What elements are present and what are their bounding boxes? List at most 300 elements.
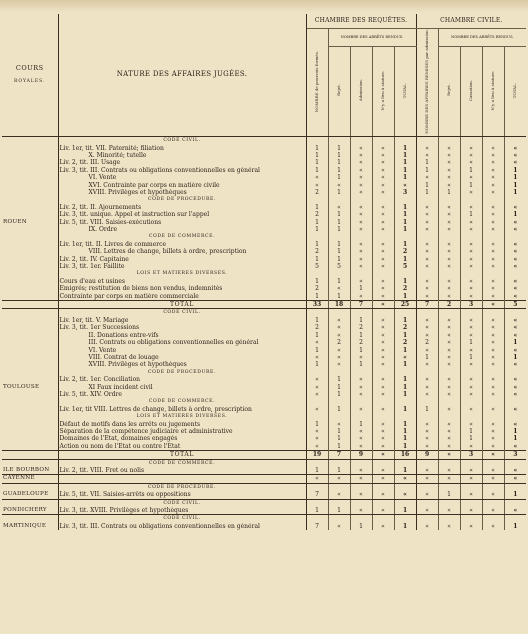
- value-cell: 1: [504, 354, 526, 361]
- value-cell: [394, 515, 416, 523]
- value-cell: «: [460, 174, 482, 181]
- court-name: [2, 248, 58, 255]
- table-row: [2, 475, 526, 483]
- value-cell: 1: [394, 391, 416, 398]
- court-cell: [2, 398, 58, 405]
- value-cell: [460, 499, 482, 507]
- value-cell: [482, 196, 504, 203]
- value-cell: 1: [460, 339, 482, 346]
- value-cell: «: [482, 354, 504, 361]
- value-cell: «: [504, 263, 526, 270]
- value-cell: [416, 137, 438, 145]
- table-row: [2, 241, 526, 248]
- value-cell: «: [438, 467, 460, 475]
- table-row: [2, 189, 526, 196]
- value-cell: [350, 196, 372, 203]
- value-cell: «: [416, 152, 438, 159]
- value-cell: «: [350, 384, 372, 391]
- value-cell: «: [482, 278, 504, 285]
- value-cell: 25: [394, 301, 416, 309]
- value-cell: [350, 515, 372, 523]
- value-cell: «: [372, 226, 394, 233]
- header-col-rejet-civ: Rejet.: [438, 47, 460, 137]
- value-cell: «: [350, 406, 372, 413]
- affaire-label: Liv. 3, tit. 1er Successions: [58, 324, 306, 331]
- value-cell: «: [460, 491, 482, 499]
- value-cell: «: [350, 226, 372, 233]
- value-cell: 2: [306, 324, 328, 331]
- value-cell: «: [504, 152, 526, 159]
- section-heading: CODE DE PROCÉDURE.: [58, 369, 306, 376]
- value-cell: 1: [504, 428, 526, 435]
- value-cell: [372, 398, 394, 405]
- section-heading: CODE CIVIL.: [58, 309, 306, 317]
- value-cell: 1: [328, 211, 350, 218]
- value-cell: «: [460, 361, 482, 368]
- value-cell: «: [438, 278, 460, 285]
- value-cell: 1: [306, 167, 328, 174]
- value-cell: «: [372, 435, 394, 442]
- value-cell: «: [438, 256, 460, 263]
- value-cell: 9: [350, 451, 372, 459]
- value-cell: «: [372, 384, 394, 391]
- value-cell: 1: [350, 285, 372, 292]
- value-cell: «: [460, 376, 482, 383]
- value-cell: 3: [460, 301, 482, 309]
- value-cell: [328, 483, 350, 491]
- value-cell: [460, 270, 482, 277]
- affaire-label: Liv. 1er, tit. V. Mariage: [58, 317, 306, 324]
- value-cell: «: [482, 301, 504, 309]
- value-cell: «: [350, 391, 372, 398]
- value-cell: 1: [394, 152, 416, 159]
- court-cell: [2, 483, 58, 491]
- table-row: [2, 145, 526, 152]
- value-cell: [504, 413, 526, 420]
- court-name: [2, 241, 58, 248]
- table-row: [2, 507, 526, 515]
- value-cell: «: [372, 174, 394, 181]
- value-cell: «: [482, 451, 504, 459]
- value-cell: 1: [328, 152, 350, 159]
- value-cell: «: [416, 475, 438, 483]
- total-row: [2, 301, 526, 309]
- value-cell: 1: [416, 182, 438, 189]
- affaire-label: Séparation de la compétence judiciaire et administrative: [58, 428, 306, 435]
- value-cell: [394, 137, 416, 145]
- value-cell: «: [350, 174, 372, 181]
- value-cell: 1: [416, 159, 438, 166]
- value-cell: «: [372, 211, 394, 218]
- value-cell: 1: [306, 332, 328, 339]
- value-cell: «: [504, 384, 526, 391]
- value-cell: «: [482, 428, 504, 435]
- value-cell: «: [350, 182, 372, 189]
- value-cell: [504, 309, 526, 317]
- value-cell: 1: [328, 167, 350, 174]
- value-cell: [372, 483, 394, 491]
- value-cell: 1: [504, 189, 526, 196]
- value-cell: «: [416, 361, 438, 368]
- affaire-label: Liv. 5, tit. VII. Saisies-arrêts ou oppositions: [58, 491, 306, 499]
- section-heading: CODE DE COMMERCE.: [58, 233, 306, 240]
- affaires-table: [2, 14, 526, 530]
- value-cell: [328, 369, 350, 376]
- table-row: [2, 324, 526, 331]
- header-col-cassation: Cassation.: [460, 47, 482, 137]
- value-cell: «: [350, 152, 372, 159]
- value-cell: «: [482, 226, 504, 233]
- value-cell: «: [416, 384, 438, 391]
- value-cell: [350, 369, 372, 376]
- value-cell: «: [482, 475, 504, 483]
- header-col-admission: Admission.: [350, 47, 372, 137]
- value-cell: [482, 270, 504, 277]
- value-cell: «: [306, 384, 328, 391]
- value-cell: [438, 309, 460, 317]
- value-cell: [482, 483, 504, 491]
- value-cell: 1: [394, 317, 416, 324]
- value-cell: «: [438, 507, 460, 515]
- value-cell: «: [504, 226, 526, 233]
- court-name: [2, 443, 58, 451]
- affaire-label: VI. Vente: [58, 347, 306, 354]
- affaire-label: XVIII. Privilèges et hypothèques: [58, 189, 306, 196]
- header-col-pourvois: NOMBRE de pourvois formés.: [306, 29, 328, 137]
- value-cell: «: [482, 523, 504, 530]
- header-sub-civile: NOMBRE DES ARRÊTS RENDUS.: [438, 29, 526, 47]
- value-cell: 1: [394, 226, 416, 233]
- value-cell: «: [416, 285, 438, 292]
- value-cell: 2: [394, 324, 416, 331]
- affaire-label: Liv. 2, tit. III. Usage: [58, 159, 306, 166]
- value-cell: «: [504, 421, 526, 428]
- value-cell: «: [482, 167, 504, 174]
- value-cell: «: [460, 324, 482, 331]
- section-heading: CODE CIVIL.: [58, 137, 306, 145]
- value-cell: «: [482, 339, 504, 346]
- section-heading: CODE DE COMMERCE.: [58, 459, 306, 467]
- court-name: [2, 159, 58, 166]
- affaire-label: Liv. 3, tit. III. Contrats ou obligations conventionnelles en général: [58, 167, 306, 174]
- value-cell: «: [350, 435, 372, 442]
- table-header: [2, 14, 526, 137]
- value-cell: «: [416, 248, 438, 255]
- value-cell: «: [416, 391, 438, 398]
- value-cell: [482, 515, 504, 523]
- court-name: [2, 421, 58, 428]
- affaire-label: [58, 475, 306, 483]
- affaire-label: Émigrés; restitution de biens non vendus, indemnités: [58, 285, 306, 292]
- value-cell: «: [350, 443, 372, 451]
- value-cell: «: [394, 475, 416, 483]
- value-cell: 1: [328, 443, 350, 451]
- value-cell: «: [416, 256, 438, 263]
- value-cell: «: [328, 182, 350, 189]
- value-cell: 1: [328, 435, 350, 442]
- value-cell: «: [504, 219, 526, 226]
- value-cell: «: [482, 293, 504, 301]
- value-cell: «: [460, 384, 482, 391]
- value-cell: «: [350, 211, 372, 218]
- value-cell: «: [416, 491, 438, 499]
- value-cell: «: [306, 428, 328, 435]
- value-cell: [394, 398, 416, 405]
- value-cell: 1: [306, 219, 328, 226]
- value-cell: «: [438, 324, 460, 331]
- value-cell: «: [438, 332, 460, 339]
- value-cell: 1: [460, 354, 482, 361]
- value-cell: «: [372, 354, 394, 361]
- header-sub-requetes: NOMBRE DES ARRÊTS RENDUS.: [328, 29, 416, 47]
- value-cell: 1: [328, 467, 350, 475]
- section-heading: LOIS ET MATIÈRES DIVERSES.: [58, 413, 306, 420]
- value-cell: 2: [328, 339, 350, 346]
- table-row: [2, 467, 526, 475]
- value-cell: [306, 369, 328, 376]
- value-cell: [328, 515, 350, 523]
- value-cell: 1: [504, 182, 526, 189]
- value-cell: «: [460, 421, 482, 428]
- value-cell: 1: [328, 384, 350, 391]
- header-cours-title: COURS: [15, 63, 44, 72]
- value-cell: «: [460, 467, 482, 475]
- value-cell: [482, 369, 504, 376]
- table-row: [2, 376, 526, 383]
- value-cell: «: [504, 391, 526, 398]
- value-cell: [372, 137, 394, 145]
- value-cell: [306, 309, 328, 317]
- value-cell: «: [328, 317, 350, 324]
- court-cell: [2, 451, 58, 459]
- value-cell: «: [328, 354, 350, 361]
- value-cell: [416, 270, 438, 277]
- table-row: [2, 219, 526, 226]
- value-cell: «: [306, 391, 328, 398]
- value-cell: 1: [306, 278, 328, 285]
- value-cell: [460, 196, 482, 203]
- affaire-label: II. Donations entre-vifs: [58, 332, 306, 339]
- value-cell: «: [438, 174, 460, 181]
- value-cell: [372, 459, 394, 467]
- value-cell: «: [372, 391, 394, 398]
- court-name: [2, 406, 58, 413]
- affaire-label: Liv. 3, tit. unique. Appel et instruction sur l'appel: [58, 211, 306, 218]
- value-cell: «: [482, 211, 504, 218]
- value-cell: 1: [394, 376, 416, 383]
- value-cell: [350, 398, 372, 405]
- value-cell: «: [460, 241, 482, 248]
- value-cell: [438, 515, 460, 523]
- affaire-label: Liv. 1er, tit VIII. Lettres de change, billets à ordre, prescription: [58, 406, 306, 413]
- value-cell: «: [306, 182, 328, 189]
- value-cell: 2: [350, 324, 372, 331]
- value-cell: «: [438, 204, 460, 211]
- value-cell: [416, 459, 438, 467]
- court-name: [2, 145, 58, 152]
- value-cell: [438, 196, 460, 203]
- table-row: [2, 523, 526, 530]
- header-col-ny-lieu-civ: N'y a lieu à statuer.: [482, 47, 504, 137]
- value-cell: «: [306, 443, 328, 451]
- value-cell: «: [306, 475, 328, 483]
- court-name: [2, 354, 58, 361]
- value-cell: «: [460, 317, 482, 324]
- value-cell: 9: [416, 451, 438, 459]
- value-cell: 2: [394, 248, 416, 255]
- value-cell: 7: [350, 301, 372, 309]
- value-cell: [394, 233, 416, 240]
- value-cell: «: [438, 428, 460, 435]
- value-cell: [438, 369, 460, 376]
- value-cell: 1: [394, 332, 416, 339]
- value-cell: «: [350, 256, 372, 263]
- total-row: [2, 451, 526, 459]
- value-cell: «: [438, 159, 460, 166]
- court-cell: [2, 301, 58, 309]
- section-heading: CODE DE COMMERCE.: [58, 398, 306, 405]
- value-cell: [328, 398, 350, 405]
- value-cell: 1: [350, 523, 372, 530]
- value-cell: [372, 270, 394, 277]
- value-cell: «: [482, 384, 504, 391]
- section-heading-row: [2, 515, 526, 523]
- value-cell: «: [482, 189, 504, 196]
- value-cell: «: [482, 182, 504, 189]
- value-cell: «: [438, 263, 460, 270]
- value-cell: «: [482, 491, 504, 499]
- value-cell: «: [460, 285, 482, 292]
- value-cell: «: [394, 182, 416, 189]
- value-cell: 18: [328, 301, 350, 309]
- value-cell: «: [504, 324, 526, 331]
- value-cell: 3: [504, 451, 526, 459]
- value-cell: «: [350, 241, 372, 248]
- value-cell: «: [504, 285, 526, 292]
- court-name: [2, 324, 58, 331]
- court-name: ROUEN: [2, 219, 58, 226]
- value-cell: «: [482, 219, 504, 226]
- court-cell: [2, 309, 58, 317]
- value-cell: 1: [394, 211, 416, 218]
- value-cell: [438, 233, 460, 240]
- value-cell: 1: [504, 339, 526, 346]
- table-row: [2, 406, 526, 413]
- affaire-label: Liv. 3, tit. 1er. Faillite: [58, 263, 306, 270]
- value-cell: [328, 459, 350, 467]
- value-cell: «: [350, 248, 372, 255]
- value-cell: «: [482, 317, 504, 324]
- section-heading-row: [2, 459, 526, 467]
- value-cell: «: [372, 376, 394, 383]
- affaire-label: Domaines de l'État, domaines engagés: [58, 435, 306, 442]
- value-cell: «: [438, 182, 460, 189]
- value-cell: «: [328, 324, 350, 331]
- value-cell: «: [438, 167, 460, 174]
- header-group-civile: CHAMBRE CIVILE.: [416, 14, 526, 29]
- court-name: [2, 285, 58, 292]
- value-cell: 1: [394, 145, 416, 152]
- value-cell: [372, 369, 394, 376]
- value-cell: [438, 413, 460, 420]
- table-row: [2, 339, 526, 346]
- value-cell: «: [438, 285, 460, 292]
- value-cell: 1: [350, 347, 372, 354]
- value-cell: 1: [394, 507, 416, 515]
- value-cell: «: [350, 263, 372, 270]
- value-cell: «: [460, 256, 482, 263]
- value-cell: «: [482, 347, 504, 354]
- value-cell: 1: [306, 204, 328, 211]
- value-cell: «: [416, 324, 438, 331]
- value-cell: «: [460, 443, 482, 451]
- value-cell: «: [416, 219, 438, 226]
- value-cell: 1: [394, 361, 416, 368]
- value-cell: «: [438, 211, 460, 218]
- table-row: [2, 248, 526, 255]
- court-name: [2, 317, 58, 324]
- affaire-label: Liv. 3, tit. XVIII. Privilèges et hypothèques: [58, 507, 306, 515]
- header-col-total: TOTAL.: [394, 47, 416, 137]
- header-col-rejet: Rejet.: [328, 47, 350, 137]
- court-cell: [2, 413, 58, 420]
- value-cell: [482, 459, 504, 467]
- value-cell: [350, 483, 372, 491]
- value-cell: [306, 515, 328, 523]
- value-cell: [460, 233, 482, 240]
- value-cell: [460, 459, 482, 467]
- value-cell: [306, 137, 328, 145]
- table-row: [2, 285, 526, 292]
- value-cell: «: [460, 391, 482, 398]
- value-cell: [328, 309, 350, 317]
- value-cell: 1: [460, 182, 482, 189]
- affaire-label: Liv. 5, tit. XIV. Ordre: [58, 391, 306, 398]
- value-cell: [504, 483, 526, 491]
- value-cell: «: [482, 285, 504, 292]
- value-cell: «: [482, 263, 504, 270]
- value-cell: 1: [394, 174, 416, 181]
- value-cell: «: [504, 159, 526, 166]
- value-cell: 1: [328, 189, 350, 196]
- value-cell: 1: [350, 361, 372, 368]
- court-cell: [2, 459, 58, 467]
- affaire-label: Liv. 2, tit. VIII. Fret ou nolis: [58, 467, 306, 475]
- section-heading-row: [2, 483, 526, 491]
- value-cell: «: [438, 443, 460, 451]
- value-cell: «: [328, 491, 350, 499]
- value-cell: 1: [306, 152, 328, 159]
- value-cell: «: [372, 248, 394, 255]
- value-cell: «: [306, 339, 328, 346]
- court-name: [2, 293, 58, 301]
- court-name: TOULOUSE: [2, 384, 58, 391]
- court-name: [2, 278, 58, 285]
- value-cell: «: [416, 421, 438, 428]
- value-cell: «: [504, 475, 526, 483]
- value-cell: «: [372, 256, 394, 263]
- value-cell: [438, 459, 460, 467]
- value-cell: «: [416, 204, 438, 211]
- value-cell: 1: [306, 256, 328, 263]
- value-cell: «: [460, 226, 482, 233]
- section-heading: LOIS ET MATIÈRES DIVERSES.: [58, 270, 306, 277]
- value-cell: «: [438, 145, 460, 152]
- value-cell: 7: [306, 491, 328, 499]
- header-cours: [2, 14, 58, 137]
- value-cell: 1: [394, 278, 416, 285]
- value-cell: [328, 233, 350, 240]
